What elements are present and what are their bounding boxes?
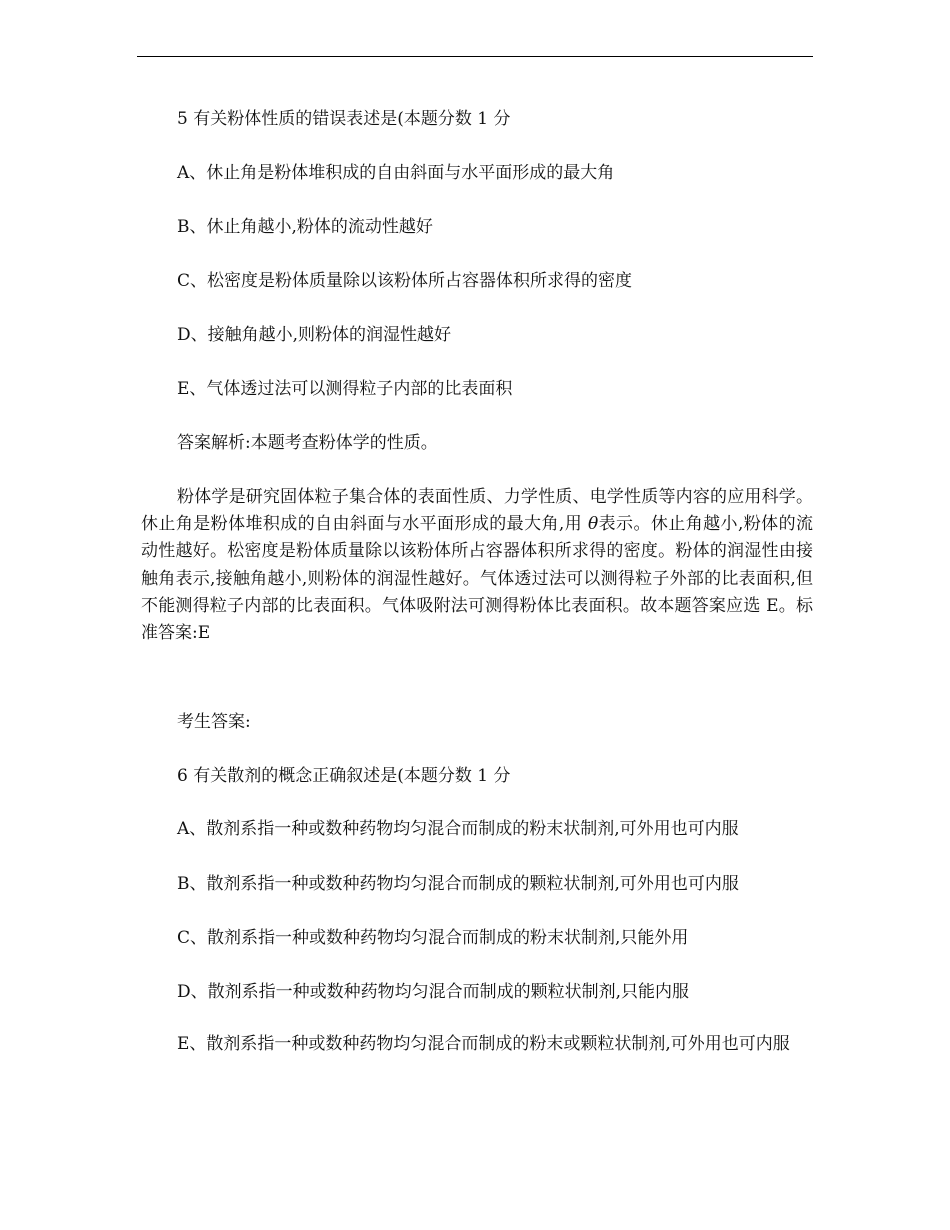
q6-option-d: D、散剂系指一种或数种药物均匀混合而制成的颗粒状制剂,只能内服 xyxy=(177,982,690,1002)
q6-option-a: A、散剂系指一种或数种药物均匀混合而制成的粉末状制剂,可外用也可内服 xyxy=(177,819,739,839)
q6-option-b: B、散剂系指一种或数种药物均匀混合而制成的颗粒状制剂,可外用也可内服 xyxy=(177,874,739,894)
q5-analysis-title: 答案解析:本题考查粉体学的性质。 xyxy=(177,433,438,453)
q6-title: 6 有关散剂的概念正确叙述是(本题分数 1 分 xyxy=(177,766,511,786)
q5-option-d: D、接触角越小,则粉体的润湿性越好 xyxy=(177,325,452,345)
header-rule xyxy=(137,56,813,57)
q5-option-b: B、休止角越小,粉体的流动性越好 xyxy=(177,217,433,237)
q5-option-c: C、松密度是粉体质量除以该粉体所占容器体积所求得的密度 xyxy=(177,271,633,291)
theta-symbol: θ xyxy=(587,514,599,535)
q5-option-a: A、休止角是粉体堆积成的自由斜面与水平面形成的最大角 xyxy=(177,163,615,183)
q5-explanation-part1: 粉体学是研究固体粒子集合体的表面性质、力学性质、电学性质等内容的应用科学。休止角是粉体堆积成的自由斜面与水平面形成的最大角,用 xyxy=(141,487,813,535)
q5-explanation-part2: 表示。休止角越小,粉体的流动性越好。松密度是粉体质量除以该粉体所占容器体积所求得的密度。粉体的润湿性由接触角表示,接触角越小,则粉体的润湿性越好。气体透过法可以测得粒子外部的比表面积,但不能测得粒子内部的比表面积。气体吸附法可测得粉体比表面积。故本题答案应选 E。标准答案:E xyxy=(141,514,813,644)
q6-option-c: C、散剂系指一种或数种药物均匀混合而制成的粉末状制剂,只能外用 xyxy=(177,928,689,948)
q5-title: 5 有关粉体性质的错误表述是(本题分数 1 分 xyxy=(177,109,511,129)
q5-option-e: E、气体透过法可以测得粒子内部的比表面积 xyxy=(177,379,513,399)
q5-student-answer: 考生答案: xyxy=(177,712,251,732)
q6-option-e: E、散剂系指一种或数种药物均匀混合而制成的粉末或颗粒状制剂,可外用也可内服 xyxy=(177,1034,790,1054)
q5-explanation xyxy=(141,484,813,647)
